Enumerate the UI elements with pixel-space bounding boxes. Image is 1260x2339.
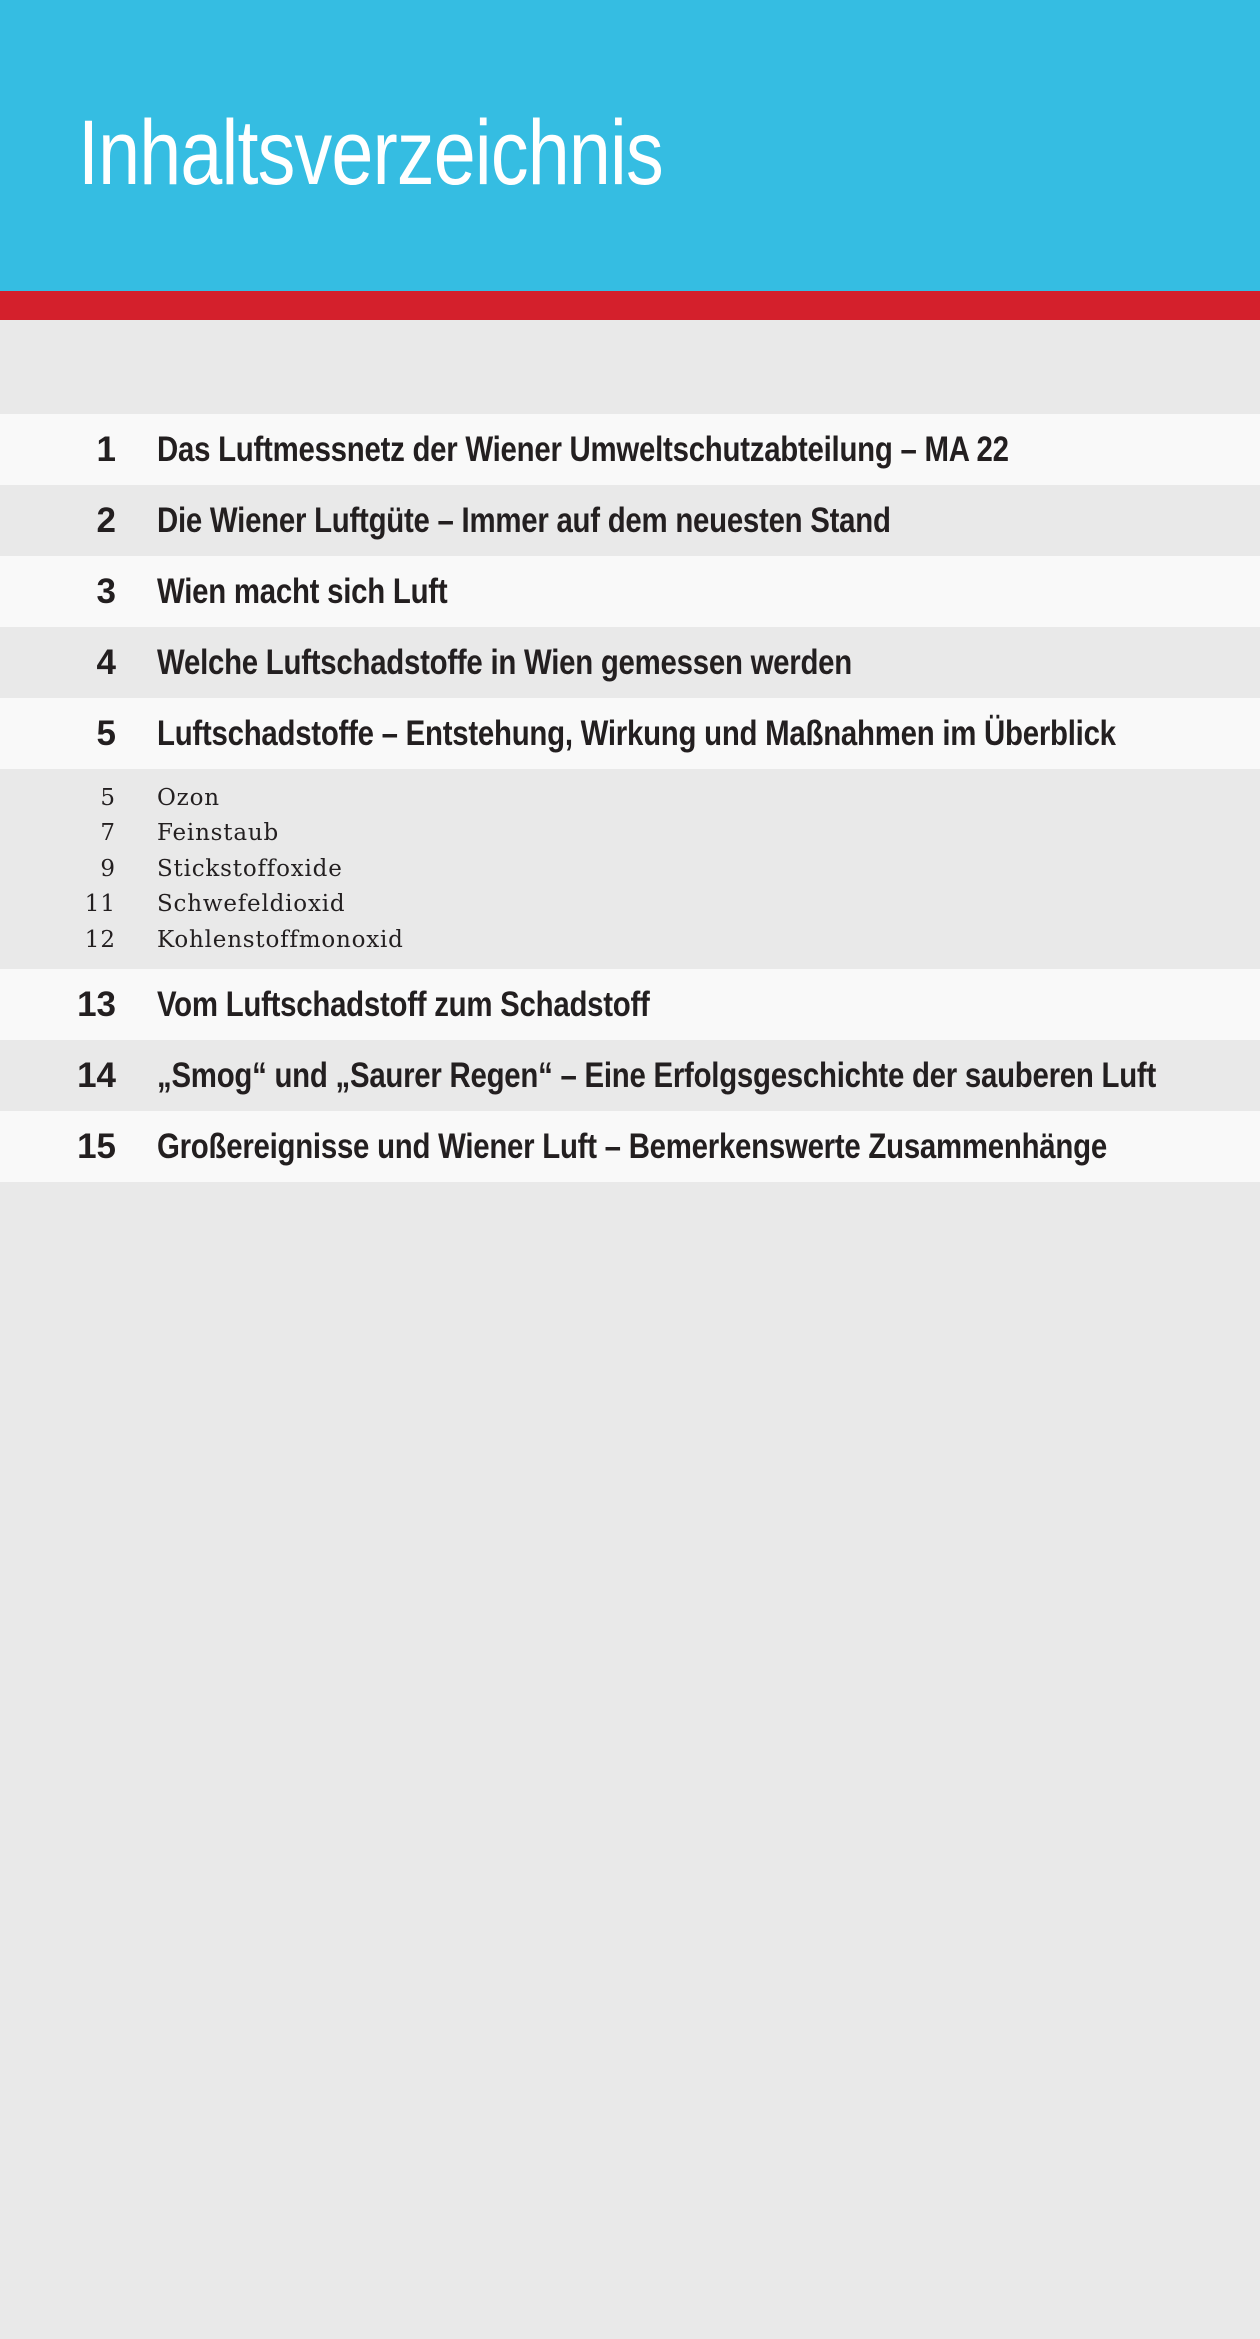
toc-sub-title: Ozon xyxy=(157,785,220,811)
toc-entry-2[interactable] xyxy=(0,485,1260,556)
toc-entry-5[interactable] xyxy=(0,698,1260,769)
toc-sub-page-number: 11 xyxy=(84,891,116,917)
toc-entry-4[interactable] xyxy=(0,627,1260,698)
toc-entry-title: Großereignisse und Wiener Luft – Bemerkenswerte Zusammenhänge xyxy=(157,1127,1107,1166)
toc-sub-title: Stickstoffoxide xyxy=(157,856,343,882)
toc-entry-title: Luftschadstoffe – Entstehung, Wirkung und Maßnahmen im Überblick xyxy=(157,714,1116,753)
toc-subsection-list xyxy=(0,769,1260,969)
toc-sub-title: Kohlenstoffmonoxid xyxy=(157,927,404,953)
table-of-contents xyxy=(0,414,1260,1182)
toc-sub-page-number: 12 xyxy=(84,927,116,953)
toc-subentry-stickstoffoxide[interactable] xyxy=(0,852,1260,887)
page-title: Inhaltsverzeichnis xyxy=(78,102,663,204)
toc-subentry-feinstaub[interactable] xyxy=(0,816,1260,851)
toc-entry-1[interactable] xyxy=(0,414,1260,485)
toc-sub-title: Feinstaub xyxy=(157,820,279,846)
toc-subentry-schwefeldioxid[interactable] xyxy=(0,887,1260,922)
toc-entry-title: Vom Luftschadstoff zum Schadstoff xyxy=(157,985,650,1024)
toc-entry-title: Welche Luftschadstoffe in Wien gemessen werden xyxy=(157,643,852,682)
toc-page-number: 13 xyxy=(77,985,116,1024)
toc-page-number: 1 xyxy=(96,430,116,469)
toc-page-number: 14 xyxy=(77,1056,116,1095)
toc-page-number: 5 xyxy=(96,714,116,753)
toc-entry-15[interactable] xyxy=(0,1111,1260,1182)
toc-entry-title: Wien macht sich Luft xyxy=(157,572,448,611)
toc-page-number: 3 xyxy=(96,572,116,611)
toc-subentry-kohlenstoffmonoxid[interactable] xyxy=(0,923,1260,958)
red-stripe-divider xyxy=(0,291,1260,320)
header-banner xyxy=(0,0,1260,291)
toc-sub-page-number: 9 xyxy=(100,856,116,882)
toc-sub-page-number: 5 xyxy=(100,785,116,811)
toc-entry-13[interactable] xyxy=(0,969,1260,1040)
toc-sub-page-number: 7 xyxy=(100,820,116,846)
toc-entry-title: Die Wiener Luftgüte – Immer auf dem neuesten Stand xyxy=(157,501,891,540)
toc-page-number: 15 xyxy=(77,1127,116,1166)
toc-sub-title: Schwefeldioxid xyxy=(157,891,346,917)
toc-page-number: 4 xyxy=(96,643,116,682)
toc-subentry-ozon[interactable] xyxy=(0,781,1260,816)
toc-entry-14[interactable] xyxy=(0,1040,1260,1111)
toc-page-number: 2 xyxy=(96,501,116,540)
toc-entry-3[interactable] xyxy=(0,556,1260,627)
toc-entry-title: Das Luftmessnetz der Wiener Umweltschutzabteilung – MA 22 xyxy=(157,430,1009,469)
toc-entry-title: „Smog“ und „Saurer Regen“ – Eine Erfolgsgeschichte der sauberen Luft xyxy=(157,1056,1157,1095)
